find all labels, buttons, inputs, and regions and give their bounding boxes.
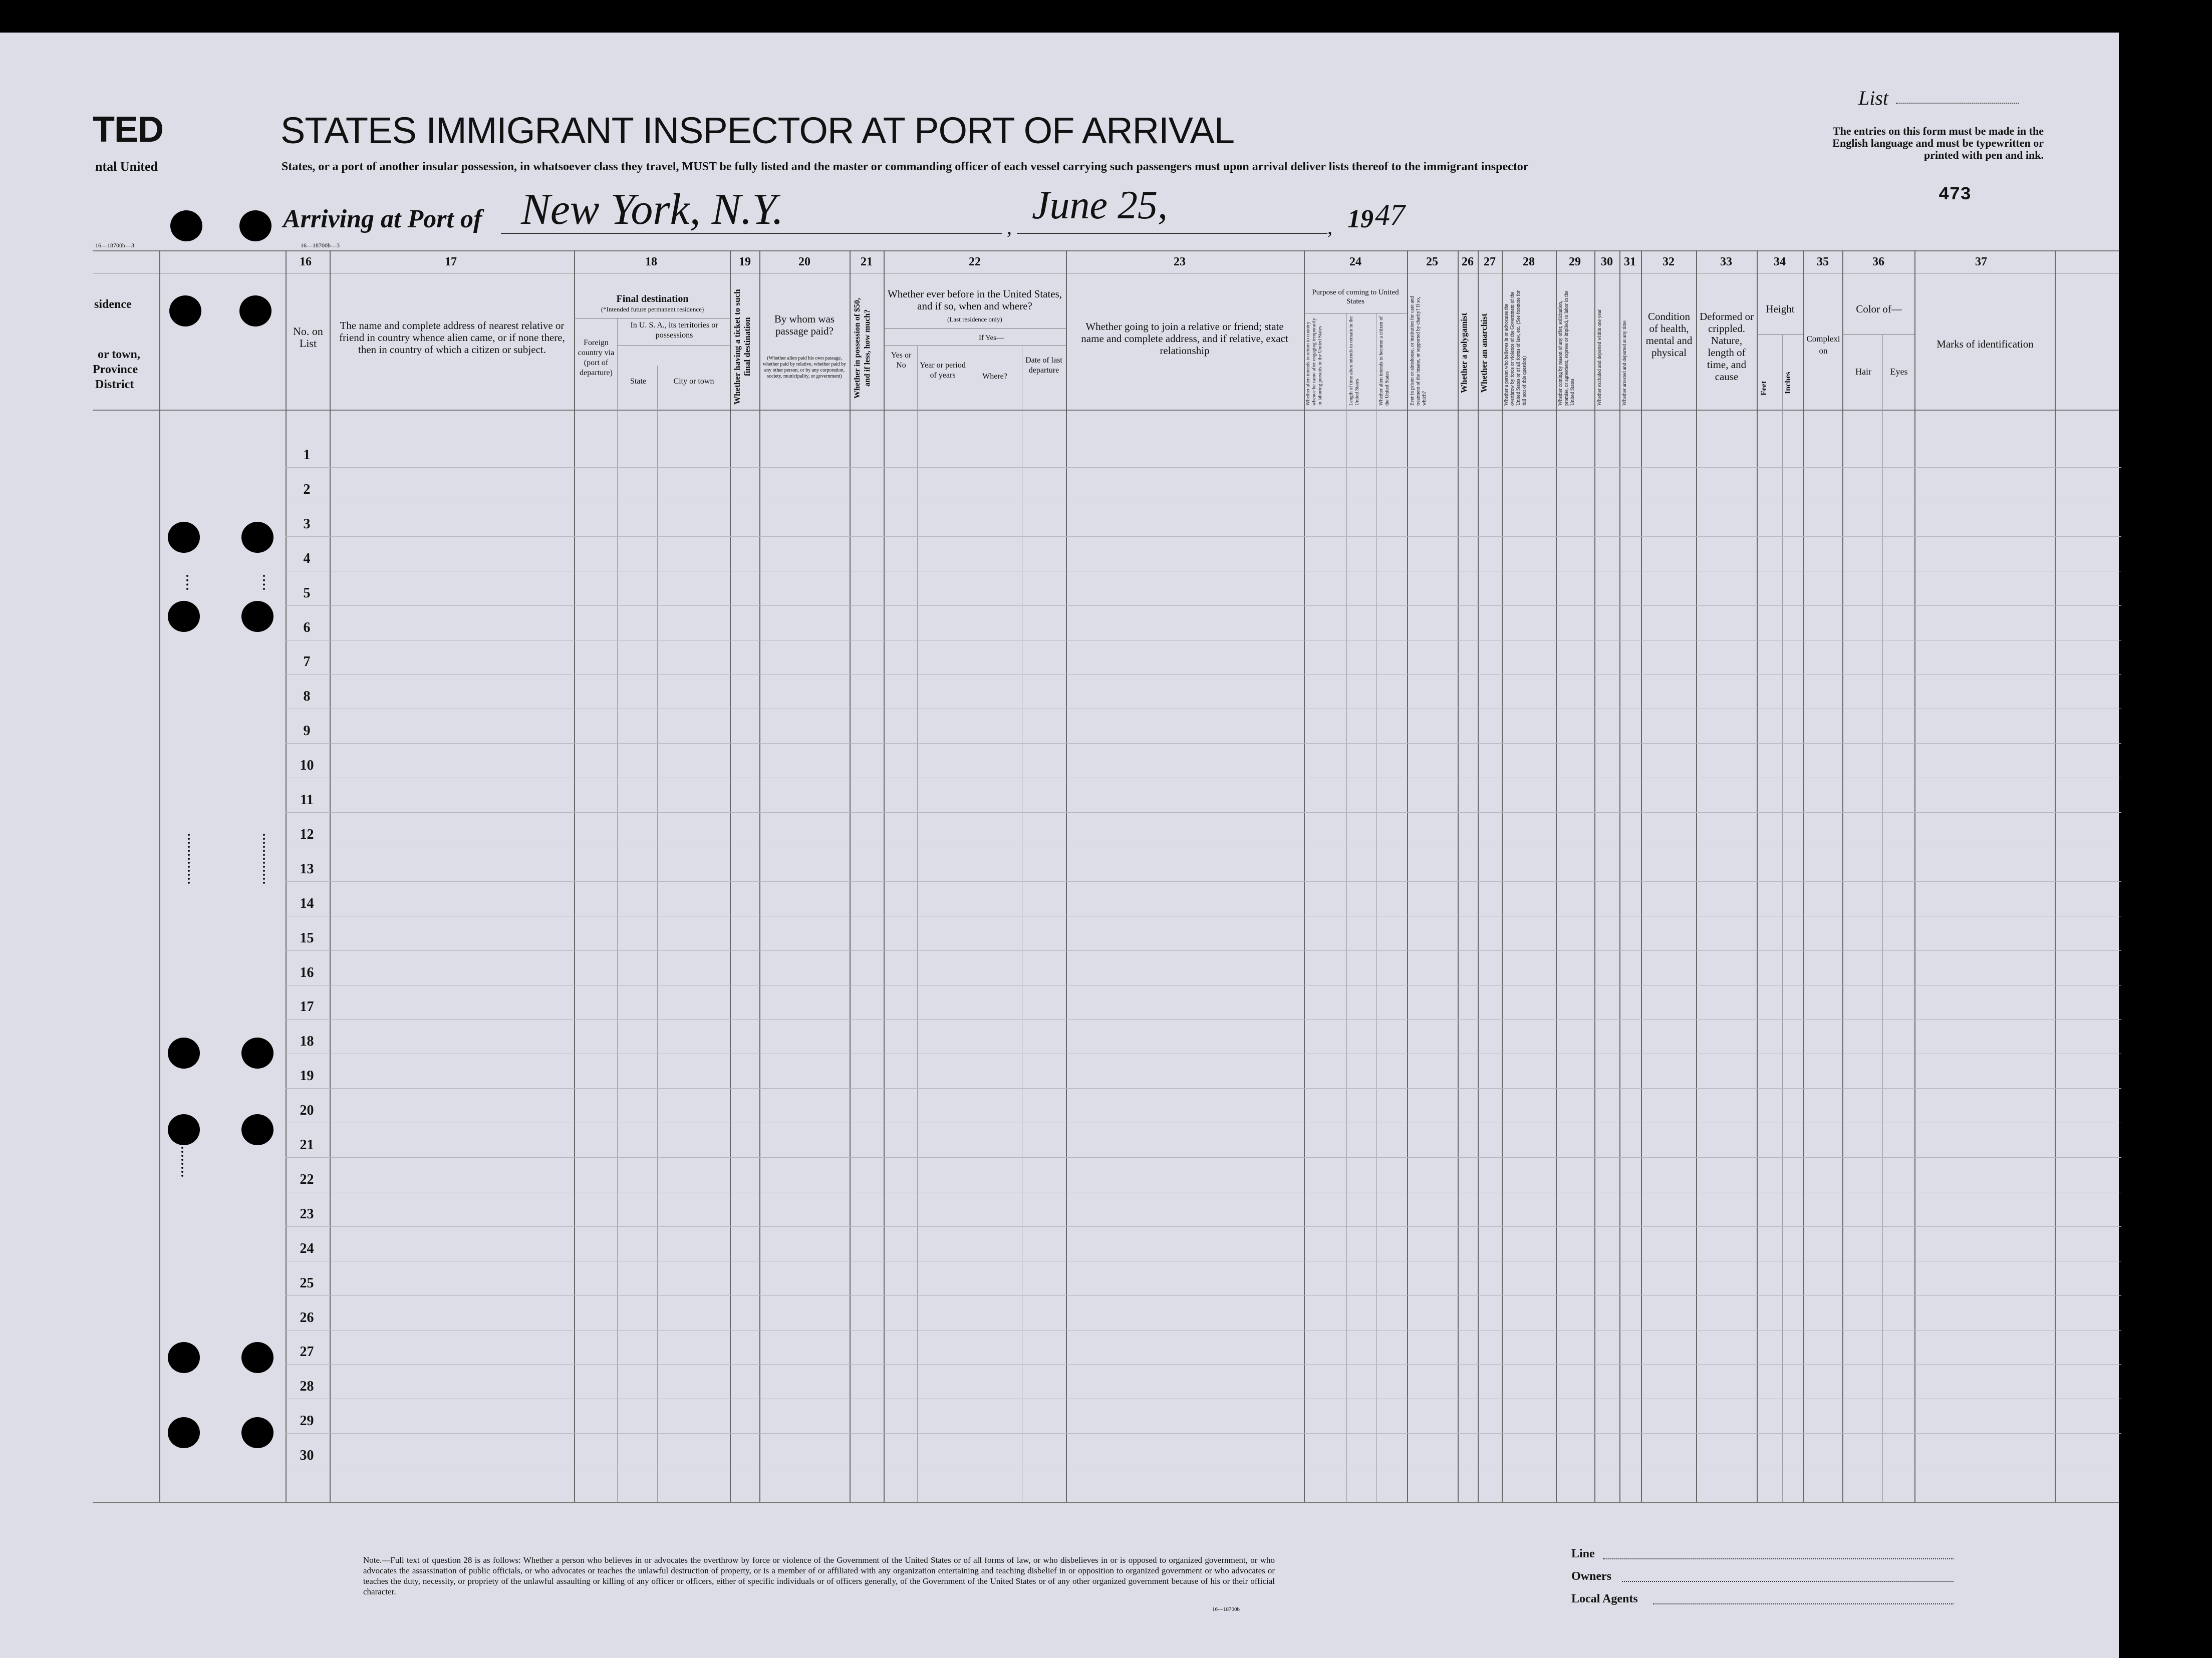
hdr-purpose-citizen: Whether alien intends to become a citizen of the United States [1378, 316, 1390, 406]
hdr-hair: Hair [1855, 367, 1871, 377]
col-subline [1882, 335, 1883, 1502]
colnum: 36 [1872, 255, 1884, 268]
hdr-passage-note: (Whether alien paid his own passage, whether paid by relative, whether paid by any other person, or by any corporation, society, municipality, or government) [762, 356, 847, 379]
hdr-polygamist: Whether a polygamist [1459, 312, 1469, 394]
row-number: 10 [300, 758, 314, 773]
punch-hole [168, 1038, 200, 1069]
punch-hole [241, 601, 273, 632]
comma2: , [1327, 216, 1332, 238]
row-number: 15 [300, 930, 314, 946]
punch-hole [241, 1038, 273, 1069]
row-number: 12 [300, 827, 314, 842]
colnum: 16 [300, 255, 312, 268]
punch-hole [168, 1342, 200, 1373]
col-line [1066, 250, 1067, 1502]
col-line [1842, 250, 1843, 1502]
date-handwritten: June 25, [1032, 183, 1168, 227]
dot-marks [181, 1147, 186, 1177]
form-code-mid: 16—18700b—3 [301, 242, 340, 249]
col-line [1304, 250, 1305, 1502]
row-rule [286, 881, 2121, 882]
colnum: 26 [1462, 255, 1474, 268]
punch-hole [170, 210, 202, 241]
colnum: 17 [445, 255, 457, 268]
colnum: 33 [1720, 255, 1732, 268]
col-line [574, 250, 575, 1502]
row-number: 23 [300, 1206, 314, 1222]
colnum: 34 [1774, 255, 1786, 268]
hdr-year-period: Year or period of years [920, 361, 966, 380]
row-rule [286, 743, 2121, 744]
table-bottom-rule [93, 1502, 2119, 1503]
row-number: 5 [303, 585, 311, 601]
punch-hole [241, 1417, 273, 1448]
col-line [159, 250, 160, 1502]
agents-label: Local Agents [1571, 1592, 1638, 1605]
col-line [1556, 250, 1557, 1502]
year-printed: 19 [1347, 205, 1373, 233]
hdr-anarchist: Whether an anarchist [1479, 313, 1489, 393]
colnum: 19 [739, 255, 751, 268]
col-line [759, 250, 760, 1502]
col-subline [1346, 313, 1347, 1502]
row-number: 11 [300, 792, 314, 808]
row-rule [286, 1295, 2121, 1296]
row-number: 8 [303, 689, 311, 704]
owners-label: Owners [1571, 1570, 1611, 1583]
row-rule [286, 1226, 2121, 1227]
stub-residence: sidence [94, 298, 132, 311]
row-number: 13 [300, 861, 314, 877]
hdr-if-yes: If Yes— [978, 334, 1004, 342]
col-line [1478, 250, 1479, 1502]
hdr-yes-no: Yes or No [891, 351, 912, 370]
row-rule [286, 1433, 2121, 1434]
dot-marks [263, 834, 268, 884]
row-number: 20 [300, 1103, 314, 1118]
hdr-color-of: Color of— [1856, 303, 1902, 315]
row-number: 27 [300, 1344, 314, 1360]
col-line [330, 250, 331, 1502]
col-subline [1376, 313, 1377, 1502]
port-handwritten: New York, N.Y. [521, 185, 784, 234]
row-rule [286, 467, 2121, 468]
year-handwritten: 47 [1375, 198, 1405, 231]
page-title: STATES IMMIGRANT INSPECTOR AT PORT OF ARRIVAL [281, 110, 1235, 151]
punch-hole [168, 1417, 200, 1448]
col-line [1803, 250, 1804, 1502]
row-number: 29 [300, 1413, 314, 1429]
row-rule [286, 1088, 2121, 1089]
row-number: 16 [300, 965, 314, 980]
col-line [2055, 250, 2056, 1502]
header-bottom-rule [93, 410, 2119, 411]
col-line [1407, 250, 1408, 1502]
hdr-foreign-country: Foreign country via (port of departure) [578, 339, 615, 377]
row-number: 19 [300, 1068, 314, 1084]
hdr-excluded: Whether excluded and deported within one year [1597, 309, 1602, 406]
hdr-final-destination-note: (*Intended future permanent residence) [601, 305, 704, 313]
row-number: 1 [303, 447, 311, 463]
hdr-eyes: Eyes [1890, 367, 1908, 377]
col-line [1641, 250, 1642, 1502]
row-rule [286, 1330, 2121, 1331]
colnum: 27 [1484, 255, 1496, 268]
colnum: 20 [798, 255, 810, 268]
hdr-deformed: Deformed or crippled. Nature, length of time, and cause [1700, 310, 1754, 383]
punch-hole [239, 295, 271, 326]
row-number: 18 [300, 1034, 314, 1049]
colnum: 32 [1663, 255, 1675, 268]
col-line [286, 250, 287, 1502]
hdr-complexion: Complexion [1806, 334, 1840, 356]
form-instructions: The entries on this form must be made in the English language and must be typewritten or printed with pen and ink. [1832, 125, 2044, 161]
hdr-ticket: Whether having a ticket to such final destination [732, 289, 752, 405]
row-rule [286, 950, 2121, 951]
row-rule [286, 536, 2121, 537]
col-line [730, 250, 731, 1502]
row-number: 30 [300, 1448, 314, 1463]
punch-hole [241, 1114, 273, 1145]
page-subtitle: States, or a port of another insular possession, in whatsoever class they travel, MUST be fully listed and the master or commanding officer of each vessel carrying such passengers must upon arrival deliver lists thereof to the immigrant inspector [282, 160, 1529, 173]
row-number: 22 [300, 1172, 314, 1187]
row-rule [286, 1019, 2121, 1020]
col-subline [1782, 335, 1783, 1502]
comma: , [1007, 216, 1012, 238]
punch-hole [168, 1114, 200, 1145]
hdr-arrested: Whether arrested and deported at any time [1622, 320, 1627, 406]
hdr-purpose: Purpose of coming to United States [1312, 288, 1399, 305]
punch-hole [168, 522, 200, 553]
footnote-q28: Note.—Full text of question 28 is as follows: Whether a person who believes in or advocates the overthrow by force or violence of the Government of the United States or of all forms of law, or who disbelieves in or is opposed to organized government, or who advocates the assassination of public officials, or who advocates or teaches the unlawful destruction of property, or is a member of or affiliated with any organization entertaining and teaching disbelief in or opposition to organized government or who advocates or teaches the duty, necessity, or propriety of the unlawful assaulting or killing of any officer or officers, either of specific individuals or of officers generally, of the Government of the United States or of any other organized government because of his or their official character. [363, 1555, 1275, 1596]
hdr-passage-paid: By whom was passage paid? [774, 313, 835, 337]
row-number: 17 [300, 999, 314, 1015]
col-line [1458, 250, 1459, 1502]
col-line [884, 250, 885, 1502]
hdr-purpose-return: Whether alien intends to return to country whence he came after engaging temporarily in laboring pursuits in the United States [1305, 317, 1323, 406]
row-number: 26 [300, 1310, 314, 1325]
colnum: 28 [1523, 255, 1535, 268]
stub-district: District [95, 378, 134, 391]
dot-marks [186, 575, 191, 590]
col-line [1594, 250, 1595, 1502]
col-line [850, 250, 851, 1502]
colnum: 30 [1601, 255, 1613, 268]
hdr-no-on-list: No. on List [293, 325, 323, 350]
list-label: List [1858, 87, 1889, 109]
owners-blank [1622, 1581, 1954, 1582]
row-number: 6 [303, 620, 311, 635]
punch-hole [241, 522, 273, 553]
line-blank [1603, 1558, 1954, 1559]
hdr-join-relative: Whether going to join a relative or friend; state name and complete address, and if relative, exact relationship [1081, 320, 1288, 357]
stub-town: or town, [98, 348, 140, 361]
colnum: 21 [861, 255, 873, 268]
row-rule [286, 674, 2121, 675]
punch-hole [168, 601, 200, 632]
row-number: 4 [303, 551, 311, 566]
hdr-feet: Feet [1760, 381, 1768, 396]
row-number: 2 [303, 482, 311, 497]
hdr-purpose-length: Length of time alien intends to remain in the United States [1348, 316, 1360, 406]
hdr-health: Condition of health, mental and physical [1645, 310, 1693, 359]
hdr-state: State [630, 377, 646, 386]
punch-hole [239, 210, 271, 241]
date-blank [1017, 233, 1327, 234]
punch-hole [241, 1342, 273, 1373]
hdr-labor-offer: Whether coming by reason of any offer, solicitation, promise, or agreement, express or implied, to labor in the United States [1558, 290, 1575, 406]
row-rule [286, 1157, 2121, 1158]
col-line [1619, 250, 1620, 1502]
col-subline [917, 346, 918, 1502]
table-top-rule [93, 250, 2119, 251]
row-rule [286, 605, 2121, 606]
hdr-date-departure: Date of last departure [1025, 356, 1062, 375]
line-label: Line [1571, 1547, 1595, 1560]
hdr-height: Height [1766, 303, 1795, 315]
colnum: 25 [1426, 255, 1438, 268]
row-number: 21 [300, 1137, 314, 1153]
hdr-ever-before: Whether ever before in the United States, and if so, when and where? [887, 288, 1062, 312]
dot-marks [188, 834, 193, 884]
page-number: 473 [1939, 184, 1971, 205]
col-line [1914, 250, 1915, 1502]
hdr-overthrow: Whether a person who believes in or advocates the overthrow by force or violence of the Government of the United States or of all forms of law, etc. (See footnote for full text of this question) [1504, 290, 1527, 406]
dot-marks [263, 575, 268, 590]
row-number: 7 [303, 654, 311, 670]
colnum: 22 [969, 255, 981, 268]
row-number: 14 [300, 896, 314, 911]
col-line [1502, 250, 1503, 1502]
row-number: 9 [303, 723, 311, 739]
hdr-last-residence: (Last residence only) [947, 315, 1002, 323]
colnum: 23 [1174, 255, 1186, 268]
hdr-where: Where? [982, 372, 1007, 381]
col-line [1696, 250, 1697, 1502]
list-blank [1896, 103, 2019, 104]
footer-form-code: 16—18700b [1212, 1606, 1240, 1612]
hdr-city: City or town [673, 377, 714, 386]
col-line [1757, 250, 1758, 1502]
colnum: 31 [1624, 255, 1636, 268]
arriving-label: Arriving at Port of [283, 205, 482, 233]
stub-province: Province [93, 363, 138, 376]
row-number: 3 [303, 516, 311, 532]
agents-blank [1653, 1603, 1954, 1604]
left-fragment-subtitle: ntal United [95, 159, 158, 174]
row-rule [286, 1364, 2121, 1365]
colnum: 24 [1349, 255, 1361, 268]
hdr-prison: Ever in prison or almshouse, or institution for care and treatment of the insane, or supported by charity? If so, which? [1410, 296, 1427, 406]
colnum: 29 [1569, 255, 1581, 268]
row-rule [286, 812, 2121, 813]
row-number: 25 [300, 1275, 314, 1291]
hdr-fifty-dollars: Whether in possession of $50, and if less, how much? [853, 297, 872, 399]
hdr-marks: Marks of identification [1937, 338, 2034, 350]
hdr-in-usa: In U. S. A., its territories or possessions [630, 321, 718, 340]
punch-hole [169, 295, 201, 326]
colnum: 18 [645, 255, 657, 268]
left-fragment-title: TED [93, 110, 163, 150]
col-subline [617, 318, 618, 1502]
colnum: 35 [1817, 255, 1829, 268]
form-code-left: 16—18700b—3 [95, 242, 134, 249]
hdr-final-destination: Final destination [616, 293, 689, 304]
colnum: 37 [1975, 255, 1987, 268]
hdr-inches: Inches [1784, 372, 1792, 395]
row-number: 24 [300, 1241, 314, 1256]
hdr-nearest-relative: The name and complete address of nearest relative or friend in country whence alien came, or if none there, then in country of which a citizen or subject. [339, 319, 565, 356]
row-number: 28 [300, 1379, 314, 1394]
